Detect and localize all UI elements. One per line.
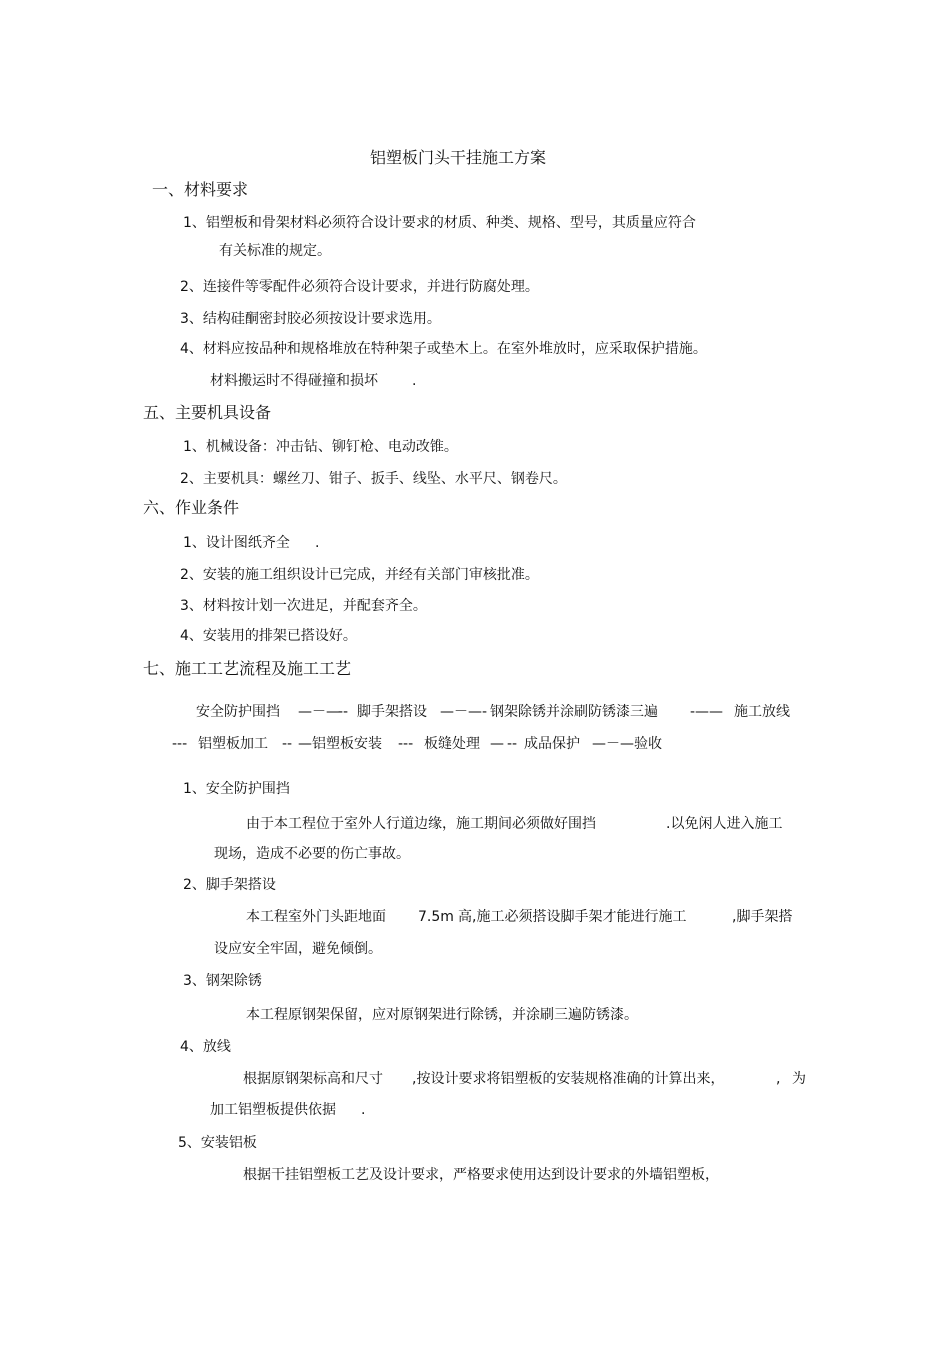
paragraph-line: 4、材料应按品种和规格堆放在特种架子或垫木上。在室外堆放时，应采取保护措施。	[180, 341, 707, 357]
flow-arrow: —－—	[592, 736, 634, 752]
paragraph-line: ,按设计要求将铝塑板的安装规格准确的计算出来，	[412, 1071, 725, 1087]
paragraph-line: 根据原钢架标高和尺寸	[243, 1071, 383, 1087]
flow-step: 施工放线	[734, 704, 790, 720]
step-title: 1、安全防护围挡	[183, 781, 290, 797]
punctuation: .	[361, 1102, 366, 1118]
section-heading-materials: 一、材料要求	[152, 180, 249, 199]
section-heading-equipment: 五、主要机具设备	[143, 403, 272, 422]
section-heading-process: 七、施工工艺流程及施工工艺	[143, 659, 352, 678]
flow-step: 钢架除锈并涂刷防锈漆三遍	[490, 704, 658, 720]
paragraph-line: 1、机械设备：冲击钻、铆钉枪、电动改锥。	[183, 439, 458, 455]
paragraph-line: 4、安装用的排架已搭设好。	[180, 628, 357, 644]
flow-step: 成品保护	[524, 736, 580, 752]
paragraph-line: 有关标准的规定。	[219, 243, 331, 259]
flow-step: 板缝处理	[424, 736, 480, 752]
paragraph-line: ,施工必须搭设脚手架才能进行施工	[472, 909, 687, 925]
paragraph-line: 加工铝塑板提供依据	[210, 1102, 336, 1118]
step-title: 2、脚手架搭设	[183, 877, 276, 893]
flow-step: 安全防护围挡	[196, 704, 280, 720]
flow-step: 铝塑板加工	[198, 736, 268, 752]
flow-step: 脚手架搭设	[357, 704, 427, 720]
flow-step: —铝塑板安装	[298, 736, 382, 752]
paragraph-line: 根据干挂铝塑板工艺及设计要求，严格要求使用达到设计要求的外墙铝塑板，	[243, 1167, 719, 1183]
punctuation: .	[315, 535, 320, 551]
flow-arrow: --	[507, 736, 518, 752]
paragraph-line: 3、材料按计划一次进足，并配套齐全。	[180, 598, 427, 614]
flow-arrow: --	[282, 736, 293, 752]
flow-arrow: ---	[398, 736, 414, 752]
paragraph-line: 由于本工程位于室外人行道边缘，施工期间必须做好围挡	[246, 816, 596, 832]
paragraph-line: 为	[792, 1071, 806, 1087]
paragraph-line: 本工程室外门头距地面	[246, 909, 386, 925]
flow-arrow: —	[490, 736, 504, 752]
punctuation: .	[412, 373, 417, 389]
flow-arrow: -——	[690, 704, 724, 720]
flow-arrow: —－—	[440, 704, 482, 720]
flow-arrow: —－—	[298, 704, 340, 720]
paragraph-line: ,脚手架搭	[732, 909, 793, 925]
step-title: 3、钢架除锈	[183, 973, 262, 989]
section-heading-conditions: 六、作业条件	[143, 498, 240, 517]
paragraph-line: 1、设计图纸齐全	[183, 535, 290, 551]
paragraph-line: 本工程原钢架保留，应对原钢架进行除锈，并涂刷三遍防锈漆。	[246, 1007, 638, 1023]
paragraph-line: 2、主要机具：螺丝刀、钳子、扳手、线坠、水平尺、钢卷尺。	[180, 471, 567, 487]
paragraph-line: 1、铝塑板和骨架材料必须符合设计要求的材质、种类、规格、型号，其质量应符合	[183, 215, 696, 231]
document-title: 铝塑板门头干挂施工方案	[370, 148, 547, 167]
flow-arrow: ---	[172, 736, 188, 752]
paragraph-line: 2、连接件等零配件必须符合设计要求，并进行防腐处理。	[180, 279, 539, 295]
flow-arrow: --	[338, 704, 349, 720]
paragraph-line: 设应安全牢固，避免倾倒。	[214, 941, 382, 957]
punctuation: ,	[776, 1071, 781, 1087]
paragraph-line: 高	[458, 909, 472, 925]
paragraph-line: 3、结构硅酮密封胶必须按设计要求选用。	[180, 311, 441, 327]
flow-arrow: -	[482, 704, 488, 720]
paragraph-line: 材料搬运时不得碰撞和损坏	[210, 373, 378, 389]
paragraph-line: .以免闲人进入施工	[666, 816, 783, 832]
flow-step: 验收	[634, 736, 662, 752]
paragraph-line: 2、安装的施工组织设计已完成，并经有关部门审核批准。	[180, 567, 539, 583]
paragraph-line: 现场，造成不必要的伤亡事故。	[214, 846, 410, 862]
step-title: 5、安装铝板	[178, 1135, 257, 1151]
step-title: 4、放线	[180, 1039, 231, 1055]
measurement-value: 7.5m	[418, 909, 454, 925]
